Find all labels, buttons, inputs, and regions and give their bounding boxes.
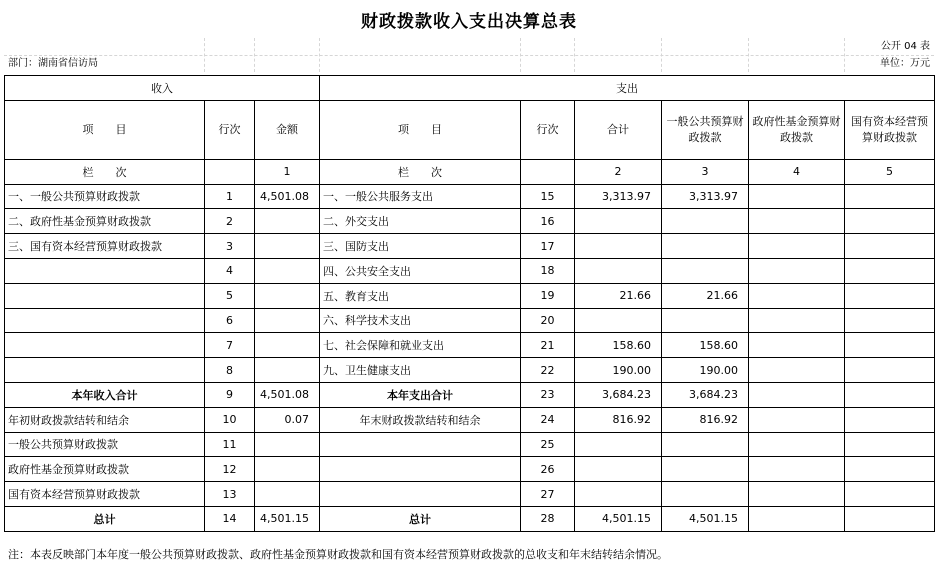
- table-row: [5, 258, 935, 283]
- expense-state-capital: [845, 457, 935, 482]
- expense-total: 21.66: [575, 283, 662, 308]
- income-column-label: 栏 次: [5, 159, 205, 184]
- income-amount: 4,501.08: [255, 184, 320, 209]
- gov-fund-header: 政府性基金预算财政拨款: [749, 100, 845, 159]
- table-row: [5, 184, 935, 209]
- income-item: [5, 283, 205, 308]
- income-row-number: 11: [205, 432, 255, 457]
- income-amount: 0.07: [255, 407, 320, 432]
- expense-state-capital: [845, 258, 935, 283]
- expense-total: 190.00: [575, 358, 662, 383]
- expense-gov-fund: [749, 506, 845, 531]
- table-row: [5, 457, 935, 482]
- expense-state-capital: [845, 506, 935, 531]
- expense-general-budget: [662, 308, 749, 333]
- table-row: [5, 308, 935, 333]
- expense-total: 816.92: [575, 407, 662, 432]
- footnote: 注：本表反映部门本年度一般公共预算财政拨款、政府性基金预算财政拨款和国有资本经营预算财政拨款的总收支和年末结转结余情况。: [8, 548, 668, 561]
- income-item: [5, 258, 205, 283]
- income-item: 总计: [5, 506, 205, 531]
- general-budget-header: 一般公共预算财政拨款: [662, 100, 749, 159]
- expense-total-header: 合计: [575, 100, 662, 159]
- column-number-row: [5, 159, 935, 184]
- col-4-label: 4: [749, 159, 845, 184]
- income-amount: [255, 308, 320, 333]
- income-amount: [255, 333, 320, 358]
- unit-label: 单位：万元: [880, 58, 930, 69]
- expense-row-number: 15: [521, 184, 575, 209]
- expense-state-capital: [845, 358, 935, 383]
- expense-state-capital: [845, 308, 935, 333]
- expense-item: 二、外交支出: [320, 209, 521, 234]
- expense-general-budget: 4,501.15: [662, 506, 749, 531]
- expense-gov-fund: [749, 308, 845, 333]
- income-amount: [255, 234, 320, 259]
- income-row-number: 2: [205, 209, 255, 234]
- income-item: 一、一般公共预算财政拨款: [5, 184, 205, 209]
- expense-total: 3,684.23: [575, 382, 662, 407]
- income-amount: [255, 482, 320, 507]
- income-row-number: 14: [205, 506, 255, 531]
- income-row-number: 3: [205, 234, 255, 259]
- expense-gov-fund: [749, 258, 845, 283]
- income-row-number: 12: [205, 457, 255, 482]
- col-3-label: 3: [662, 159, 749, 184]
- expense-total: [575, 258, 662, 283]
- table-row: [5, 407, 935, 432]
- expense-general-budget: 3,684.23: [662, 382, 749, 407]
- table-row: [5, 333, 935, 358]
- expense-item: 一、一般公共服务支出: [320, 184, 521, 209]
- income-amount: 4,501.08: [255, 382, 320, 407]
- expense-gov-fund: [749, 283, 845, 308]
- income-item: [5, 308, 205, 333]
- income-row-number: 7: [205, 333, 255, 358]
- income-item: 三、国有资本经营预算财政拨款: [5, 234, 205, 259]
- income-amount-header: 金额: [255, 100, 320, 159]
- expense-state-capital: [845, 184, 935, 209]
- income-item: 国有资本经营预算财政拨款: [5, 482, 205, 507]
- expense-total: [575, 432, 662, 457]
- expense-gov-fund: [749, 432, 845, 457]
- expense-item: 九、卫生健康支出: [320, 358, 521, 383]
- income-amount: [255, 209, 320, 234]
- expense-state-capital: [845, 432, 935, 457]
- table-row: [5, 358, 935, 383]
- expense-item: 四、公共安全支出: [320, 258, 521, 283]
- expense-general-budget: [662, 432, 749, 457]
- expense-item: [320, 482, 521, 507]
- expense-general-budget: [662, 258, 749, 283]
- income-row-number: 13: [205, 482, 255, 507]
- expense-total: [575, 209, 662, 234]
- table-row: [5, 234, 935, 259]
- expense-general-budget: 21.66: [662, 283, 749, 308]
- income-row-number: 9: [205, 382, 255, 407]
- income-item: 二、政府性基金预算财政拨款: [5, 209, 205, 234]
- expense-state-capital: [845, 283, 935, 308]
- expense-gov-fund: [749, 382, 845, 407]
- expense-row-number: 26: [521, 457, 575, 482]
- income-amount: [255, 457, 320, 482]
- expense-general-budget: [662, 209, 749, 234]
- expense-item: 本年支出合计: [320, 382, 521, 407]
- spreadsheet-gridlines: [4, 38, 934, 72]
- income-amount: [255, 283, 320, 308]
- expense-row-number: 23: [521, 382, 575, 407]
- expense-row-number: 28: [521, 506, 575, 531]
- col-2-label: 2: [575, 159, 662, 184]
- income-item: 一般公共预算财政拨款: [5, 432, 205, 457]
- expense-state-capital: [845, 209, 935, 234]
- income-item: 本年收入合计: [5, 382, 205, 407]
- expense-row-number: 16: [521, 209, 575, 234]
- expense-gov-fund: [749, 457, 845, 482]
- expense-total: [575, 308, 662, 333]
- expense-row-number: 21: [521, 333, 575, 358]
- table-row: [5, 382, 935, 407]
- expense-total: 3,313.97: [575, 184, 662, 209]
- expense-item: 七、社会保障和就业支出: [320, 333, 521, 358]
- expense-header: 支出: [320, 76, 935, 101]
- expense-item: 总计: [320, 506, 521, 531]
- table-row: [5, 432, 935, 457]
- expense-gov-fund: [749, 407, 845, 432]
- expense-item-header: 项 目: [320, 100, 521, 159]
- expense-state-capital: [845, 482, 935, 507]
- expense-general-budget: 190.00: [662, 358, 749, 383]
- expense-total: [575, 234, 662, 259]
- income-header: 收入: [5, 76, 320, 101]
- income-amount: [255, 258, 320, 283]
- expense-row-number: 20: [521, 308, 575, 333]
- expense-gov-fund: [749, 184, 845, 209]
- expense-column-label: 栏 次: [320, 159, 521, 184]
- expense-total: [575, 482, 662, 507]
- expense-item: 三、国防支出: [320, 234, 521, 259]
- expense-item: 年末财政拨款结转和结余: [320, 407, 521, 432]
- expense-row-number: 25: [521, 432, 575, 457]
- income-item: [5, 333, 205, 358]
- expense-item: [320, 457, 521, 482]
- expense-total: 4,501.15: [575, 506, 662, 531]
- expense-item: 六、科学技术支出: [320, 308, 521, 333]
- table-row: [5, 482, 935, 507]
- state-capital-header: 国有资本经营预算财政拨款: [845, 100, 935, 159]
- income-row-number: 5: [205, 283, 255, 308]
- col-1-label: 1: [255, 159, 320, 184]
- expense-gov-fund: [749, 482, 845, 507]
- expense-state-capital: [845, 382, 935, 407]
- expense-gov-fund: [749, 358, 845, 383]
- income-rowno-header: 行次: [205, 100, 255, 159]
- expense-row-number: 24: [521, 407, 575, 432]
- expense-row-number: 19: [521, 283, 575, 308]
- expense-row-number: 18: [521, 258, 575, 283]
- header-row-columns: [5, 100, 935, 159]
- expense-row-number: 17: [521, 234, 575, 259]
- income-row-number: 8: [205, 358, 255, 383]
- income-item-header: 项 目: [5, 100, 205, 159]
- form-code: 公开 04 表: [880, 41, 930, 52]
- expense-general-budget: 816.92: [662, 407, 749, 432]
- income-row-number: 6: [205, 308, 255, 333]
- expense-general-budget: 158.60: [662, 333, 749, 358]
- expense-gov-fund: [749, 333, 845, 358]
- department-label: 部门：湖南省信访局: [8, 58, 98, 69]
- income-row-number: 4: [205, 258, 255, 283]
- expense-gov-fund: [749, 234, 845, 259]
- expense-general-budget: [662, 234, 749, 259]
- income-amount: [255, 432, 320, 457]
- header-row-sections: [5, 76, 935, 101]
- expense-state-capital: [845, 234, 935, 259]
- expense-row-number: 27: [521, 482, 575, 507]
- expense-item: 五、教育支出: [320, 283, 521, 308]
- income-row-number: 10: [205, 407, 255, 432]
- expense-state-capital: [845, 333, 935, 358]
- table-row: [5, 209, 935, 234]
- expense-item: [320, 432, 521, 457]
- expense-general-budget: [662, 457, 749, 482]
- expense-general-budget: [662, 482, 749, 507]
- budget-summary-table: [4, 75, 935, 532]
- expense-rowno-header: 行次: [521, 100, 575, 159]
- expense-total: [575, 457, 662, 482]
- income-amount: [255, 358, 320, 383]
- income-amount: 4,501.15: [255, 506, 320, 531]
- income-item: 年初财政拨款结转和结余: [5, 407, 205, 432]
- table-title: 财政拨款收入支出决算总表: [361, 11, 577, 32]
- income-row-number: 1: [205, 184, 255, 209]
- table-row: [5, 283, 935, 308]
- income-item: [5, 358, 205, 383]
- expense-general-budget: 3,313.97: [662, 184, 749, 209]
- table-row: [5, 506, 935, 531]
- expense-total: 158.60: [575, 333, 662, 358]
- expense-row-number: 22: [521, 358, 575, 383]
- col-5-label: 5: [845, 159, 935, 184]
- expense-state-capital: [845, 407, 935, 432]
- income-item: 政府性基金预算财政拨款: [5, 457, 205, 482]
- expense-gov-fund: [749, 209, 845, 234]
